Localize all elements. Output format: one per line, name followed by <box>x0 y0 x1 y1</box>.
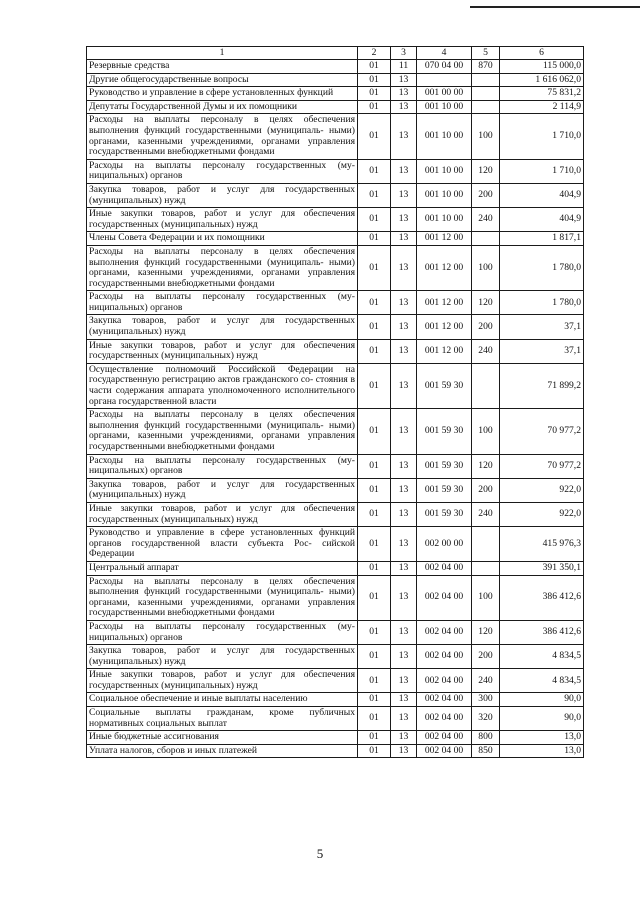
row-amount: 70 977,2 <box>500 409 584 454</box>
row-name: Иные закупки товаров, работ и услуг для обеспечения государственных (муниципальных) нужд <box>87 339 358 363</box>
table-row <box>87 645 584 669</box>
row-target-article: 002 04 00 <box>417 561 472 575</box>
row-name: Расходы на выплаты персоналу в целях обеспечения выполнения функций государственными (муниципаль- ными) органами, казенными учреждениями, органами управления государственными внебюджетными фондами <box>87 114 358 159</box>
row-subsection: 13 <box>391 478 417 502</box>
row-name: Расходы на выплаты персоналу государственных (му- ниципальных) органов <box>87 159 358 183</box>
row-name: Осуществление полномочий Российской Федерации на государственную регистрацию актов гражданского со- стояния в части содержания аппарата уполномоченного исполнительного органа государственной власти <box>87 363 358 408</box>
row-expense-type <box>472 527 500 562</box>
row-target-article: 002 04 00 <box>417 575 472 620</box>
row-target-article: 002 04 00 <box>417 707 472 731</box>
row-amount: 37,1 <box>500 339 584 363</box>
row-amount: 70 977,2 <box>500 454 584 478</box>
row-name: Расходы на выплаты персоналу в целях обеспечения выполнения функций государственными (муниципаль- ными) органами, казенными учреждениями, органами управления государственными внебюджетными фондами <box>87 575 358 620</box>
row-expense-type <box>472 87 500 101</box>
budget-table <box>86 46 584 758</box>
table-row <box>87 159 584 183</box>
row-subsection: 13 <box>391 707 417 731</box>
row-name: Закупка товаров, работ и услуг для государственных (муниципальных) нужд <box>87 183 358 207</box>
row-amount: 922,0 <box>500 478 584 502</box>
top-edge-rule <box>470 6 640 8</box>
row-section: 01 <box>358 87 391 101</box>
row-name: Депутаты Государственной Думы и их помощники <box>87 100 358 114</box>
row-target-article: 001 12 00 <box>417 245 472 290</box>
row-target-article: 001 10 00 <box>417 114 472 159</box>
row-section: 01 <box>358 707 391 731</box>
row-amount: 75 831,2 <box>500 87 584 101</box>
row-section: 01 <box>358 73 391 87</box>
row-target-article: 001 59 30 <box>417 363 472 408</box>
row-subsection: 13 <box>391 87 417 101</box>
table-row <box>87 60 584 74</box>
row-amount: 90,0 <box>500 707 584 731</box>
row-expense-type <box>472 561 500 575</box>
row-target-article: 001 12 00 <box>417 339 472 363</box>
row-target-article: 001 10 00 <box>417 208 472 232</box>
row-amount: 1 780,0 <box>500 245 584 290</box>
row-target-article <box>417 73 472 87</box>
row-section: 01 <box>358 645 391 669</box>
row-section: 01 <box>358 339 391 363</box>
row-name: Другие общегосударственные вопросы <box>87 73 358 87</box>
row-subsection: 13 <box>391 183 417 207</box>
row-subsection: 13 <box>391 669 417 693</box>
row-subsection: 13 <box>391 73 417 87</box>
row-expense-type <box>472 100 500 114</box>
row-target-article: 002 04 00 <box>417 731 472 745</box>
row-target-article: 001 10 00 <box>417 100 472 114</box>
row-expense-type <box>472 73 500 87</box>
row-expense-type: 240 <box>472 669 500 693</box>
row-section: 01 <box>358 100 391 114</box>
row-name: Уплата налогов, сборов и иных платежей <box>87 744 358 758</box>
table-row <box>87 363 584 408</box>
table-row <box>87 454 584 478</box>
row-name: Резервные средства <box>87 60 358 74</box>
row-expense-type: 200 <box>472 315 500 339</box>
row-subsection: 13 <box>391 339 417 363</box>
table-header-row <box>87 47 584 60</box>
table-row <box>87 339 584 363</box>
table-row <box>87 87 584 101</box>
header-col-2: 2 <box>358 47 391 60</box>
row-target-article: 002 04 00 <box>417 669 472 693</box>
row-amount: 1 780,0 <box>500 291 584 315</box>
table-row <box>87 315 584 339</box>
row-section: 01 <box>358 693 391 707</box>
row-name: Руководство и управление в сфере установленных функций <box>87 87 358 101</box>
row-section: 01 <box>358 183 391 207</box>
row-section: 01 <box>358 502 391 526</box>
row-target-article: 001 10 00 <box>417 159 472 183</box>
table-row <box>87 707 584 731</box>
row-section: 01 <box>358 245 391 290</box>
row-target-article: 001 59 30 <box>417 454 472 478</box>
row-name: Иные закупки товаров, работ и услуг для обеспечения государственных (муниципальных) нужд <box>87 502 358 526</box>
row-subsection: 13 <box>391 363 417 408</box>
row-section: 01 <box>358 478 391 502</box>
row-target-article: 001 12 00 <box>417 315 472 339</box>
row-section: 01 <box>358 620 391 644</box>
row-target-article: 002 04 00 <box>417 693 472 707</box>
row-name: Закупка товаров, работ и услуг для государственных (муниципальных) нужд <box>87 315 358 339</box>
row-amount: 404,9 <box>500 208 584 232</box>
row-target-article: 002 04 00 <box>417 620 472 644</box>
row-amount: 13,0 <box>500 744 584 758</box>
row-expense-type <box>472 363 500 408</box>
row-section: 01 <box>358 731 391 745</box>
table-row <box>87 575 584 620</box>
row-section: 01 <box>358 208 391 232</box>
row-subsection: 11 <box>391 60 417 74</box>
row-amount: 386 412,6 <box>500 575 584 620</box>
page-number: 5 <box>316 846 324 861</box>
row-section: 01 <box>358 744 391 758</box>
row-subsection: 13 <box>391 315 417 339</box>
table-row <box>87 502 584 526</box>
row-expense-type: 200 <box>472 645 500 669</box>
row-section: 01 <box>358 159 391 183</box>
row-expense-type: 100 <box>472 575 500 620</box>
row-subsection: 13 <box>391 620 417 644</box>
table-row <box>87 620 584 644</box>
row-subsection: 13 <box>391 159 417 183</box>
table-row <box>87 693 584 707</box>
table-row <box>87 478 584 502</box>
row-expense-type: 240 <box>472 339 500 363</box>
row-amount: 386 412,6 <box>500 620 584 644</box>
row-target-article: 002 00 00 <box>417 527 472 562</box>
row-target-article: 002 04 00 <box>417 645 472 669</box>
table-row <box>87 561 584 575</box>
row-subsection: 13 <box>391 575 417 620</box>
row-target-article: 001 12 00 <box>417 291 472 315</box>
row-section: 01 <box>358 232 391 246</box>
row-amount: 4 834,5 <box>500 645 584 669</box>
row-name: Закупка товаров, работ и услуг для государственных (муниципальных) нужд <box>87 645 358 669</box>
row-name: Центральный аппарат <box>87 561 358 575</box>
table-row <box>87 291 584 315</box>
table-body <box>87 60 584 758</box>
header-col-4: 4 <box>417 47 472 60</box>
row-section: 01 <box>358 454 391 478</box>
row-subsection: 13 <box>391 561 417 575</box>
header-col-1: 1 <box>87 47 358 60</box>
row-expense-type: 320 <box>472 707 500 731</box>
table-row <box>87 100 584 114</box>
row-target-article: 001 12 00 <box>417 232 472 246</box>
row-amount: 115 000,0 <box>500 60 584 74</box>
row-subsection: 13 <box>391 245 417 290</box>
row-subsection: 13 <box>391 744 417 758</box>
row-section: 01 <box>358 363 391 408</box>
header-col-5: 5 <box>472 47 500 60</box>
row-section: 01 <box>358 575 391 620</box>
row-amount: 37,1 <box>500 315 584 339</box>
row-expense-type: 100 <box>472 114 500 159</box>
row-target-article: 070 04 00 <box>417 60 472 74</box>
row-section: 01 <box>358 315 391 339</box>
row-expense-type: 100 <box>472 409 500 454</box>
row-target-article: 001 10 00 <box>417 183 472 207</box>
row-name: Иные закупки товаров, работ и услуг для обеспечения государственных (муниципальных) нужд <box>87 208 358 232</box>
row-expense-type: 200 <box>472 478 500 502</box>
row-expense-type: 120 <box>472 291 500 315</box>
row-subsection: 13 <box>391 291 417 315</box>
row-name: Иные бюджетные ассигнования <box>87 731 358 745</box>
row-expense-type: 120 <box>472 620 500 644</box>
row-section: 01 <box>358 669 391 693</box>
row-amount: 1 817,1 <box>500 232 584 246</box>
row-expense-type: 200 <box>472 183 500 207</box>
row-amount: 1 710,0 <box>500 114 584 159</box>
table-row <box>87 114 584 159</box>
table-row <box>87 208 584 232</box>
row-amount: 1 616 062,0 <box>500 73 584 87</box>
row-expense-type: 240 <box>472 208 500 232</box>
row-target-article: 002 04 00 <box>417 744 472 758</box>
row-amount: 90,0 <box>500 693 584 707</box>
row-name: Члены Совета Федерации и их помощники <box>87 232 358 246</box>
table-row <box>87 669 584 693</box>
row-expense-type: 100 <box>472 245 500 290</box>
row-section: 01 <box>358 291 391 315</box>
row-expense-type: 300 <box>472 693 500 707</box>
row-expense-type: 870 <box>472 60 500 74</box>
row-subsection: 13 <box>391 527 417 562</box>
row-subsection: 13 <box>391 454 417 478</box>
table-row <box>87 527 584 562</box>
row-name: Иные закупки товаров, работ и услуг для обеспечения государственных (муниципальных) нужд <box>87 669 358 693</box>
row-amount: 4 834,5 <box>500 669 584 693</box>
table-row <box>87 744 584 758</box>
row-amount: 2 114,9 <box>500 100 584 114</box>
row-amount: 922,0 <box>500 502 584 526</box>
table-row <box>87 731 584 745</box>
row-subsection: 13 <box>391 208 417 232</box>
row-subsection: 13 <box>391 502 417 526</box>
row-subsection: 13 <box>391 114 417 159</box>
row-name: Расходы на выплаты персоналу государственных (му- ниципальных) органов <box>87 454 358 478</box>
row-name: Расходы на выплаты персоналу государственных (му- ниципальных) органов <box>87 291 358 315</box>
row-expense-type: 800 <box>472 731 500 745</box>
row-subsection: 13 <box>391 409 417 454</box>
row-expense-type: 120 <box>472 454 500 478</box>
row-target-article: 001 59 30 <box>417 478 472 502</box>
row-section: 01 <box>358 561 391 575</box>
row-subsection: 13 <box>391 693 417 707</box>
row-amount: 13,0 <box>500 731 584 745</box>
row-section: 01 <box>358 114 391 159</box>
row-section: 01 <box>358 409 391 454</box>
table-row <box>87 409 584 454</box>
table-row <box>87 232 584 246</box>
row-amount: 404,9 <box>500 183 584 207</box>
header-col-6: 6 <box>500 47 584 60</box>
row-amount: 1 710,0 <box>500 159 584 183</box>
row-subsection: 13 <box>391 100 417 114</box>
row-target-article: 001 00 00 <box>417 87 472 101</box>
row-expense-type: 240 <box>472 502 500 526</box>
row-expense-type: 850 <box>472 744 500 758</box>
row-section: 01 <box>358 60 391 74</box>
row-expense-type: 120 <box>472 159 500 183</box>
table-row <box>87 245 584 290</box>
row-name: Закупка товаров, работ и услуг для государственных (муниципальных) нужд <box>87 478 358 502</box>
row-subsection: 13 <box>391 731 417 745</box>
row-target-article: 001 59 30 <box>417 502 472 526</box>
row-target-article: 001 59 30 <box>417 409 472 454</box>
row-amount: 71 899,2 <box>500 363 584 408</box>
row-name: Социальные выплаты гражданам, кроме публичных нормативных социальных выплат <box>87 707 358 731</box>
row-name: Расходы на выплаты персоналу государственных (му- ниципальных) органов <box>87 620 358 644</box>
table-row <box>87 73 584 87</box>
row-section: 01 <box>358 527 391 562</box>
row-subsection: 13 <box>391 645 417 669</box>
row-name: Руководство и управление в сфере установленных функций органов государственной власти субъекта Рос- сийской Федерации <box>87 527 358 562</box>
row-name: Расходы на выплаты персоналу в целях обеспечения выполнения функций государственными (муниципаль- ными) органами, казенными учреждениями, органами управления государственными внебюджетными фондами <box>87 245 358 290</box>
row-amount: 391 350,1 <box>500 561 584 575</box>
header-col-3: 3 <box>391 47 417 60</box>
table-row <box>87 183 584 207</box>
row-expense-type <box>472 232 500 246</box>
row-name: Социальное обеспечение и иные выплаты населению <box>87 693 358 707</box>
row-amount: 415 976,3 <box>500 527 584 562</box>
row-subsection: 13 <box>391 232 417 246</box>
row-name: Расходы на выплаты персоналу в целях обеспечения выполнения функций государственными (муниципаль- ными) органами, казенными учреждениями, органами управления государственными внебюджетными фондами <box>87 409 358 454</box>
